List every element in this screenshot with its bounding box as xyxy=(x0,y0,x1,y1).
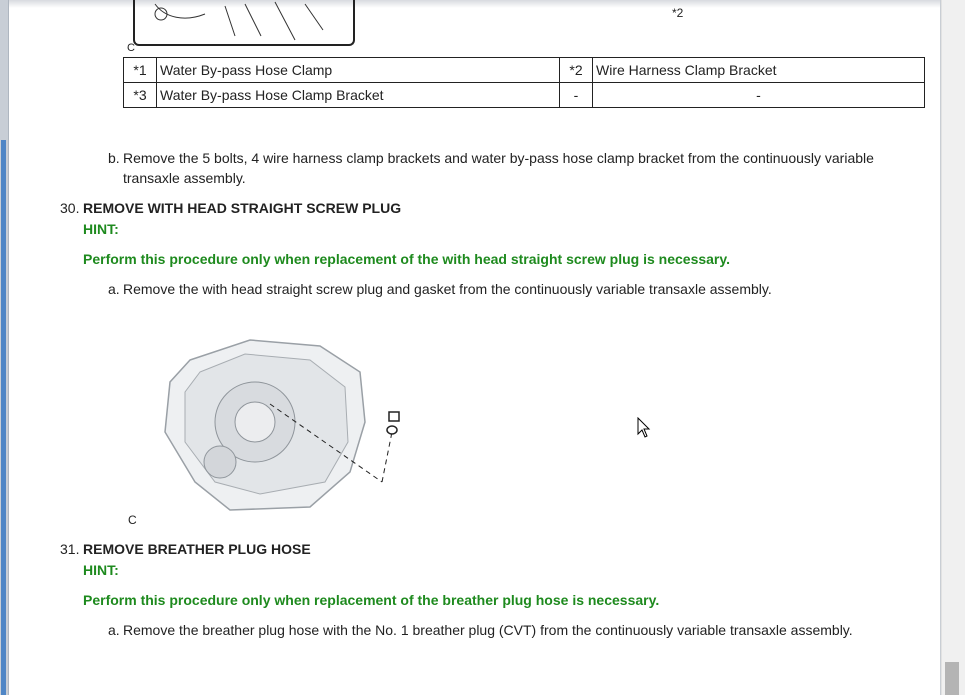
step-number: 30. xyxy=(60,200,80,216)
step-text-line1: Remove the 5 bolts, 4 wire harness clamp brackets and water by-pass hose clamp bracket from the continuously variable xyxy=(123,150,874,166)
mouse-cursor-icon xyxy=(637,417,653,439)
figure-label-c: C xyxy=(128,513,137,527)
table-cell: *1 xyxy=(124,58,157,83)
window-accent-bar xyxy=(1,140,6,695)
hint-text: Perform this procedure only when replacement of the breather plug hose is necessary. xyxy=(83,592,660,608)
table-cell: - xyxy=(593,83,925,108)
step-marker: b. xyxy=(108,150,120,166)
hint-label: HINT: xyxy=(83,221,119,237)
transaxle-illustration xyxy=(160,332,410,522)
transaxle-sketch-partial xyxy=(135,0,353,44)
table-cell: Water By-pass Hose Clamp xyxy=(157,58,560,83)
table-cell: - xyxy=(560,83,593,108)
step-number: 31. xyxy=(60,541,80,557)
hint-text: Perform this procedure only when replacement of the with head straight screw plug is necessary. xyxy=(83,251,731,267)
table-cell: *3 xyxy=(124,83,157,108)
step-title: REMOVE WITH HEAD STRAIGHT SCREW PLUG xyxy=(83,200,402,216)
window-left-frame xyxy=(0,0,9,695)
table-cell: Water By-pass Hose Clamp Bracket xyxy=(157,83,560,108)
illustration-frame-top xyxy=(133,0,355,46)
figure-label-c-top: C xyxy=(127,42,135,54)
table-row xyxy=(124,83,925,108)
hint-label: HINT: xyxy=(83,562,119,578)
vertical-scrollbar[interactable] xyxy=(941,0,965,695)
parts-table xyxy=(123,57,925,108)
step-text-line2: transaxle assembly. xyxy=(123,170,246,186)
step-marker: a. xyxy=(108,622,120,638)
step-title: REMOVE BREATHER PLUG HOSE xyxy=(83,541,311,557)
gasket-icon xyxy=(387,426,397,434)
step-text: Remove the breather plug hose with the No. 1 breather plug (CVT) from the continuously variable transaxle assembly. xyxy=(123,622,853,638)
table-cell: Wire Harness Clamp Bracket xyxy=(593,58,925,83)
step-text: Remove the with head straight screw plug and gasket from the continuously variable transaxle assembly. xyxy=(123,281,772,297)
table-row xyxy=(124,58,925,83)
screw-plug-icon xyxy=(389,412,399,421)
scrollbar-thumb[interactable] xyxy=(945,662,959,695)
table-cell: *2 xyxy=(560,58,593,83)
callout-2: *2 xyxy=(672,6,684,20)
step-marker: a. xyxy=(108,281,120,297)
